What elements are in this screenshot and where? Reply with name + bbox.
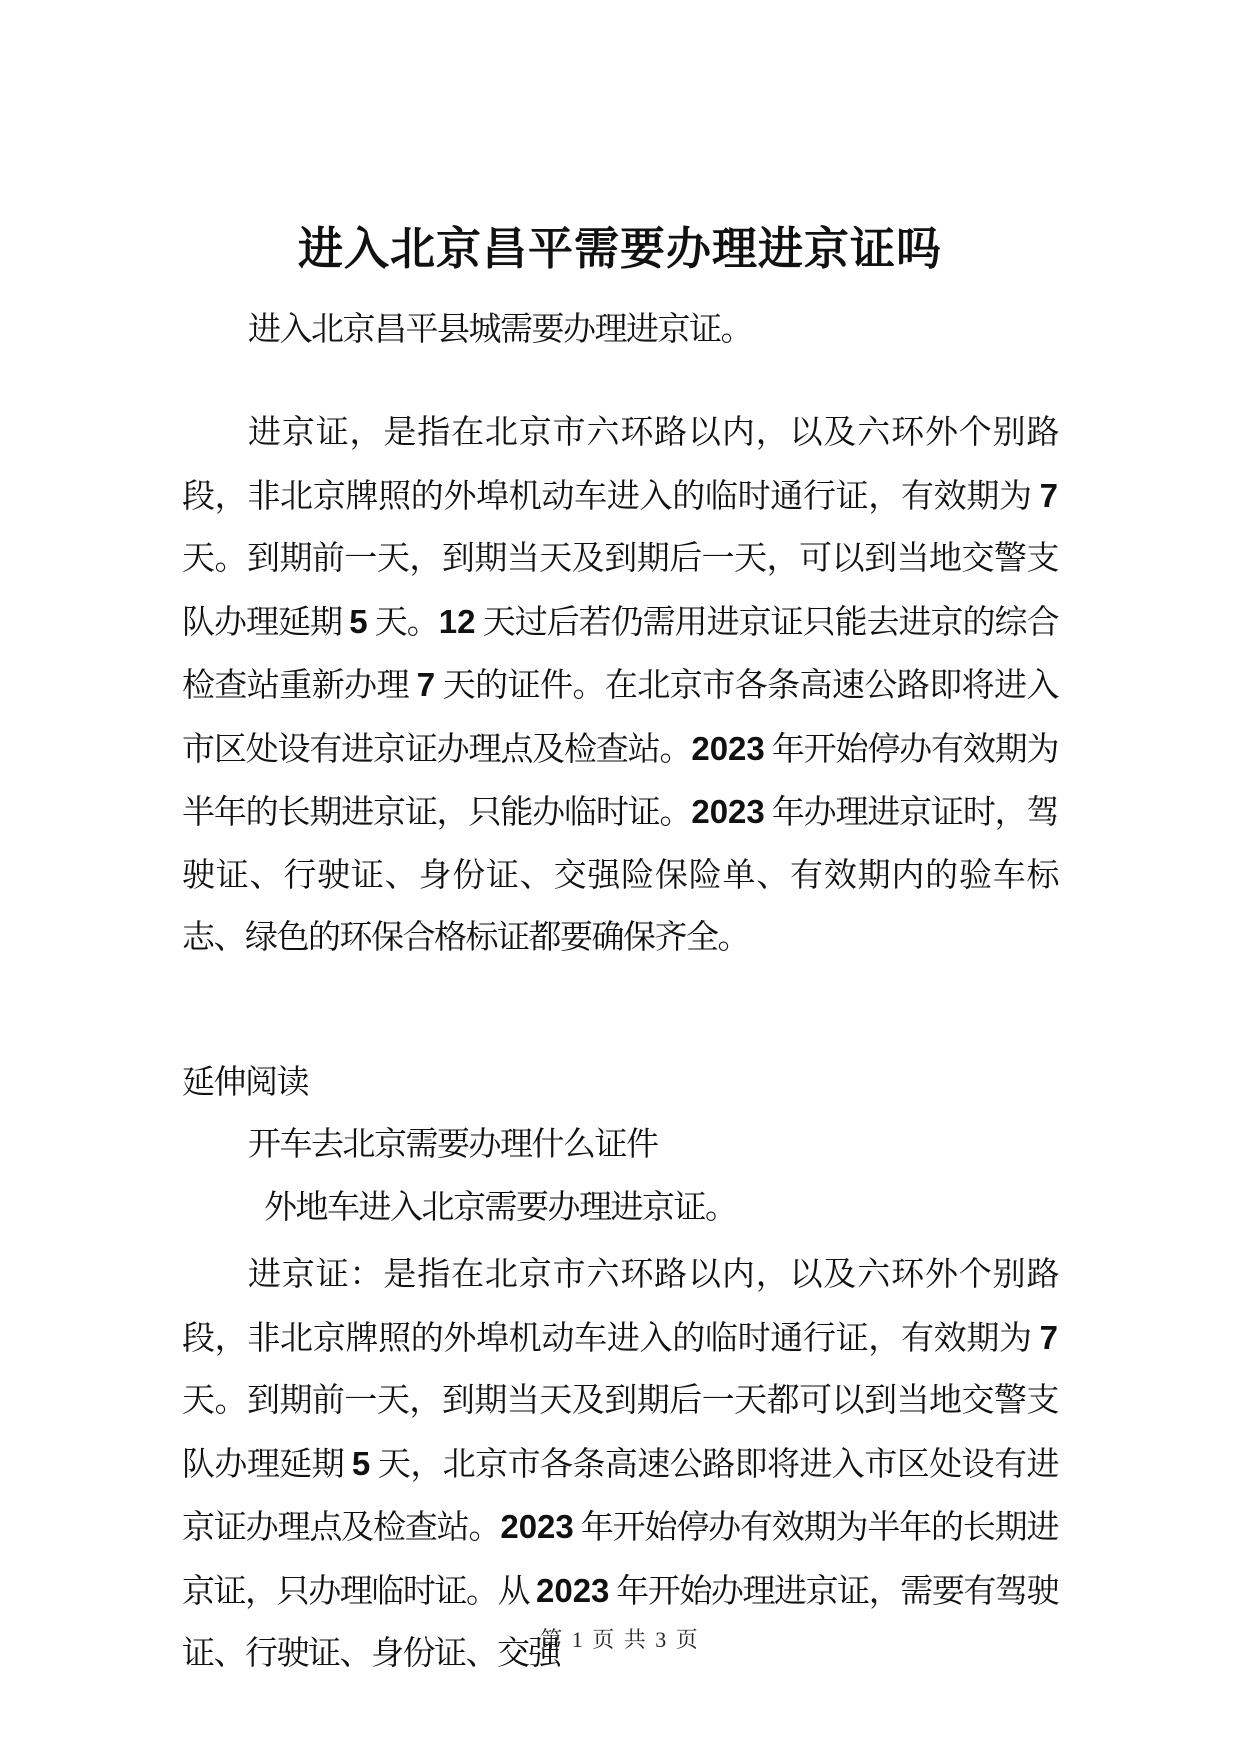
paragraph-extended: 进京证：是指在北京市六环路以内，以及六环外个别路段，非北京牌照的外埠机动车进入的临时通行证，有效期为 7 天。到期前一天，到期当天及到期后一天都可以到当地交警支队办理延期 5 天，北京市各条高速公路即将进入市区处设有进京证办理点及检查站。2023 年开始停办有效期为半年的长期进京证，只办理临时证。从 2023 年开始办理进京证，需要有驾驶证、行驶证、身份证、交强 [182, 1257, 1059, 1672]
heading-extended-reading: 延伸阅读 [182, 1065, 308, 1101]
page-number-footer: 第 1 页 共 3 页 [540, 1627, 700, 1652]
subheading-driving-documents: 开车去北京需要办理什么证件 [248, 1127, 658, 1163]
paragraph-main: 进京证，是指在北京市六环路以内，以及六环外个别路段，非北京牌照的外埠机动车进入的临时通行证，有效期为 7 天。到期前一天，到期当天及到期后一天，可以到当地交警支队办理延期 5 天。12 天过后若仍需用进京证只能去进京的综合检查站重新办理 7 天的证件。在北京市各条高速公路即将进入市区处设有进京证办理点及检查站。2023 年开始停办有效期为半年的长期进京证，只能办临时证。2023 年办理进京证时，驾驶证、行驶证、身份证、交强险保险单、有效期内的验车标志、绿色的环保合格标证都要确保齐全。 [182, 415, 1059, 956]
paragraph-intro: 进入北京昌平县城需要办理进京证。 [248, 312, 752, 348]
document-title: 进入北京昌平需要办理进京证吗 [297, 224, 942, 275]
paragraph-extended-intro: 外地车进入北京需要办理进京证。 [264, 1190, 737, 1226]
